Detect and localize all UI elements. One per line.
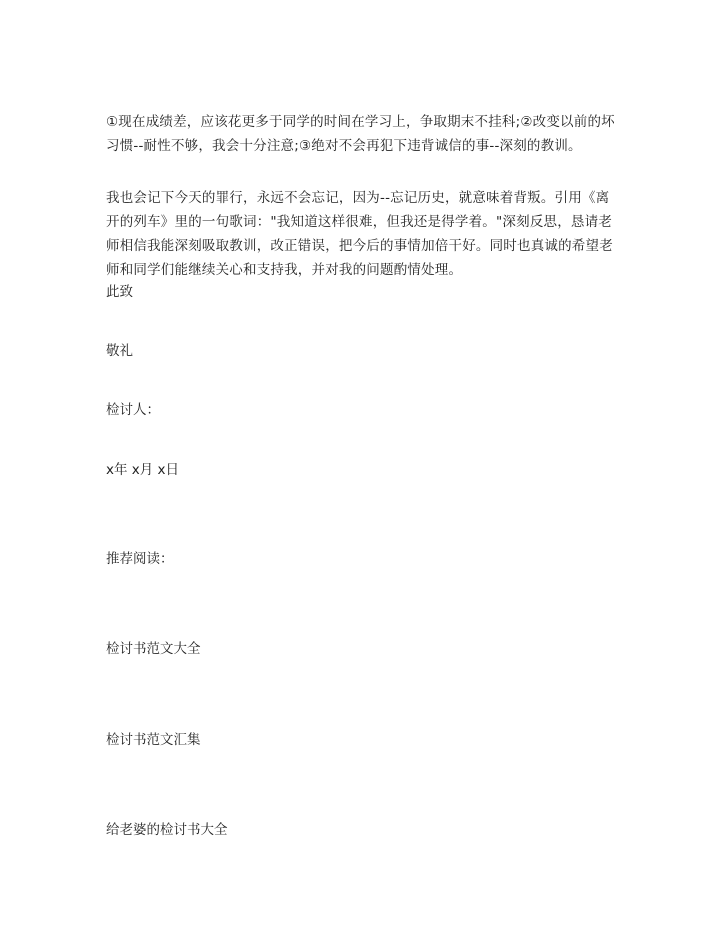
letter-paragraph-2: 我也会记下今天的罪行，永远不会忘记，因为--忘记历史，就意味着背叛。引用《离开的列车》里的一句歌词："我知道这样很难，但我还是得学着。"深刻反思，恳请老师相信我能深刻吸取教训，改正错误，把今后的事情加倍干好。同时也真诚的希望老师和同学们能继续关心和支持我，并对我的问题酌情处理。 <box>106 190 613 278</box>
recommended-reading-title: 推荐阅读： <box>106 551 174 567</box>
letter-date: x年 x月 x日 <box>106 462 180 478</box>
letter-paragraph-1: ①现在成绩差，应该花更多于同学的时间在学习上，争取期末不挂科;②改变以前的坏习惯--耐性不够，我会十分注意;③绝对不会再犯下违背诚信的事--深刻的教训。 <box>106 114 615 154</box>
signer-label: 检讨人： <box>106 402 160 418</box>
respect-closing: 敬礼 <box>106 343 133 359</box>
recommended-link-3[interactable]: 给老婆的检讨书大全 <box>106 822 228 838</box>
recommended-link-1[interactable]: 检讨书范文大全 <box>106 641 201 657</box>
salutation: 此致 <box>106 284 133 300</box>
recommended-link-2[interactable]: 检讨书范文汇集 <box>106 732 201 748</box>
